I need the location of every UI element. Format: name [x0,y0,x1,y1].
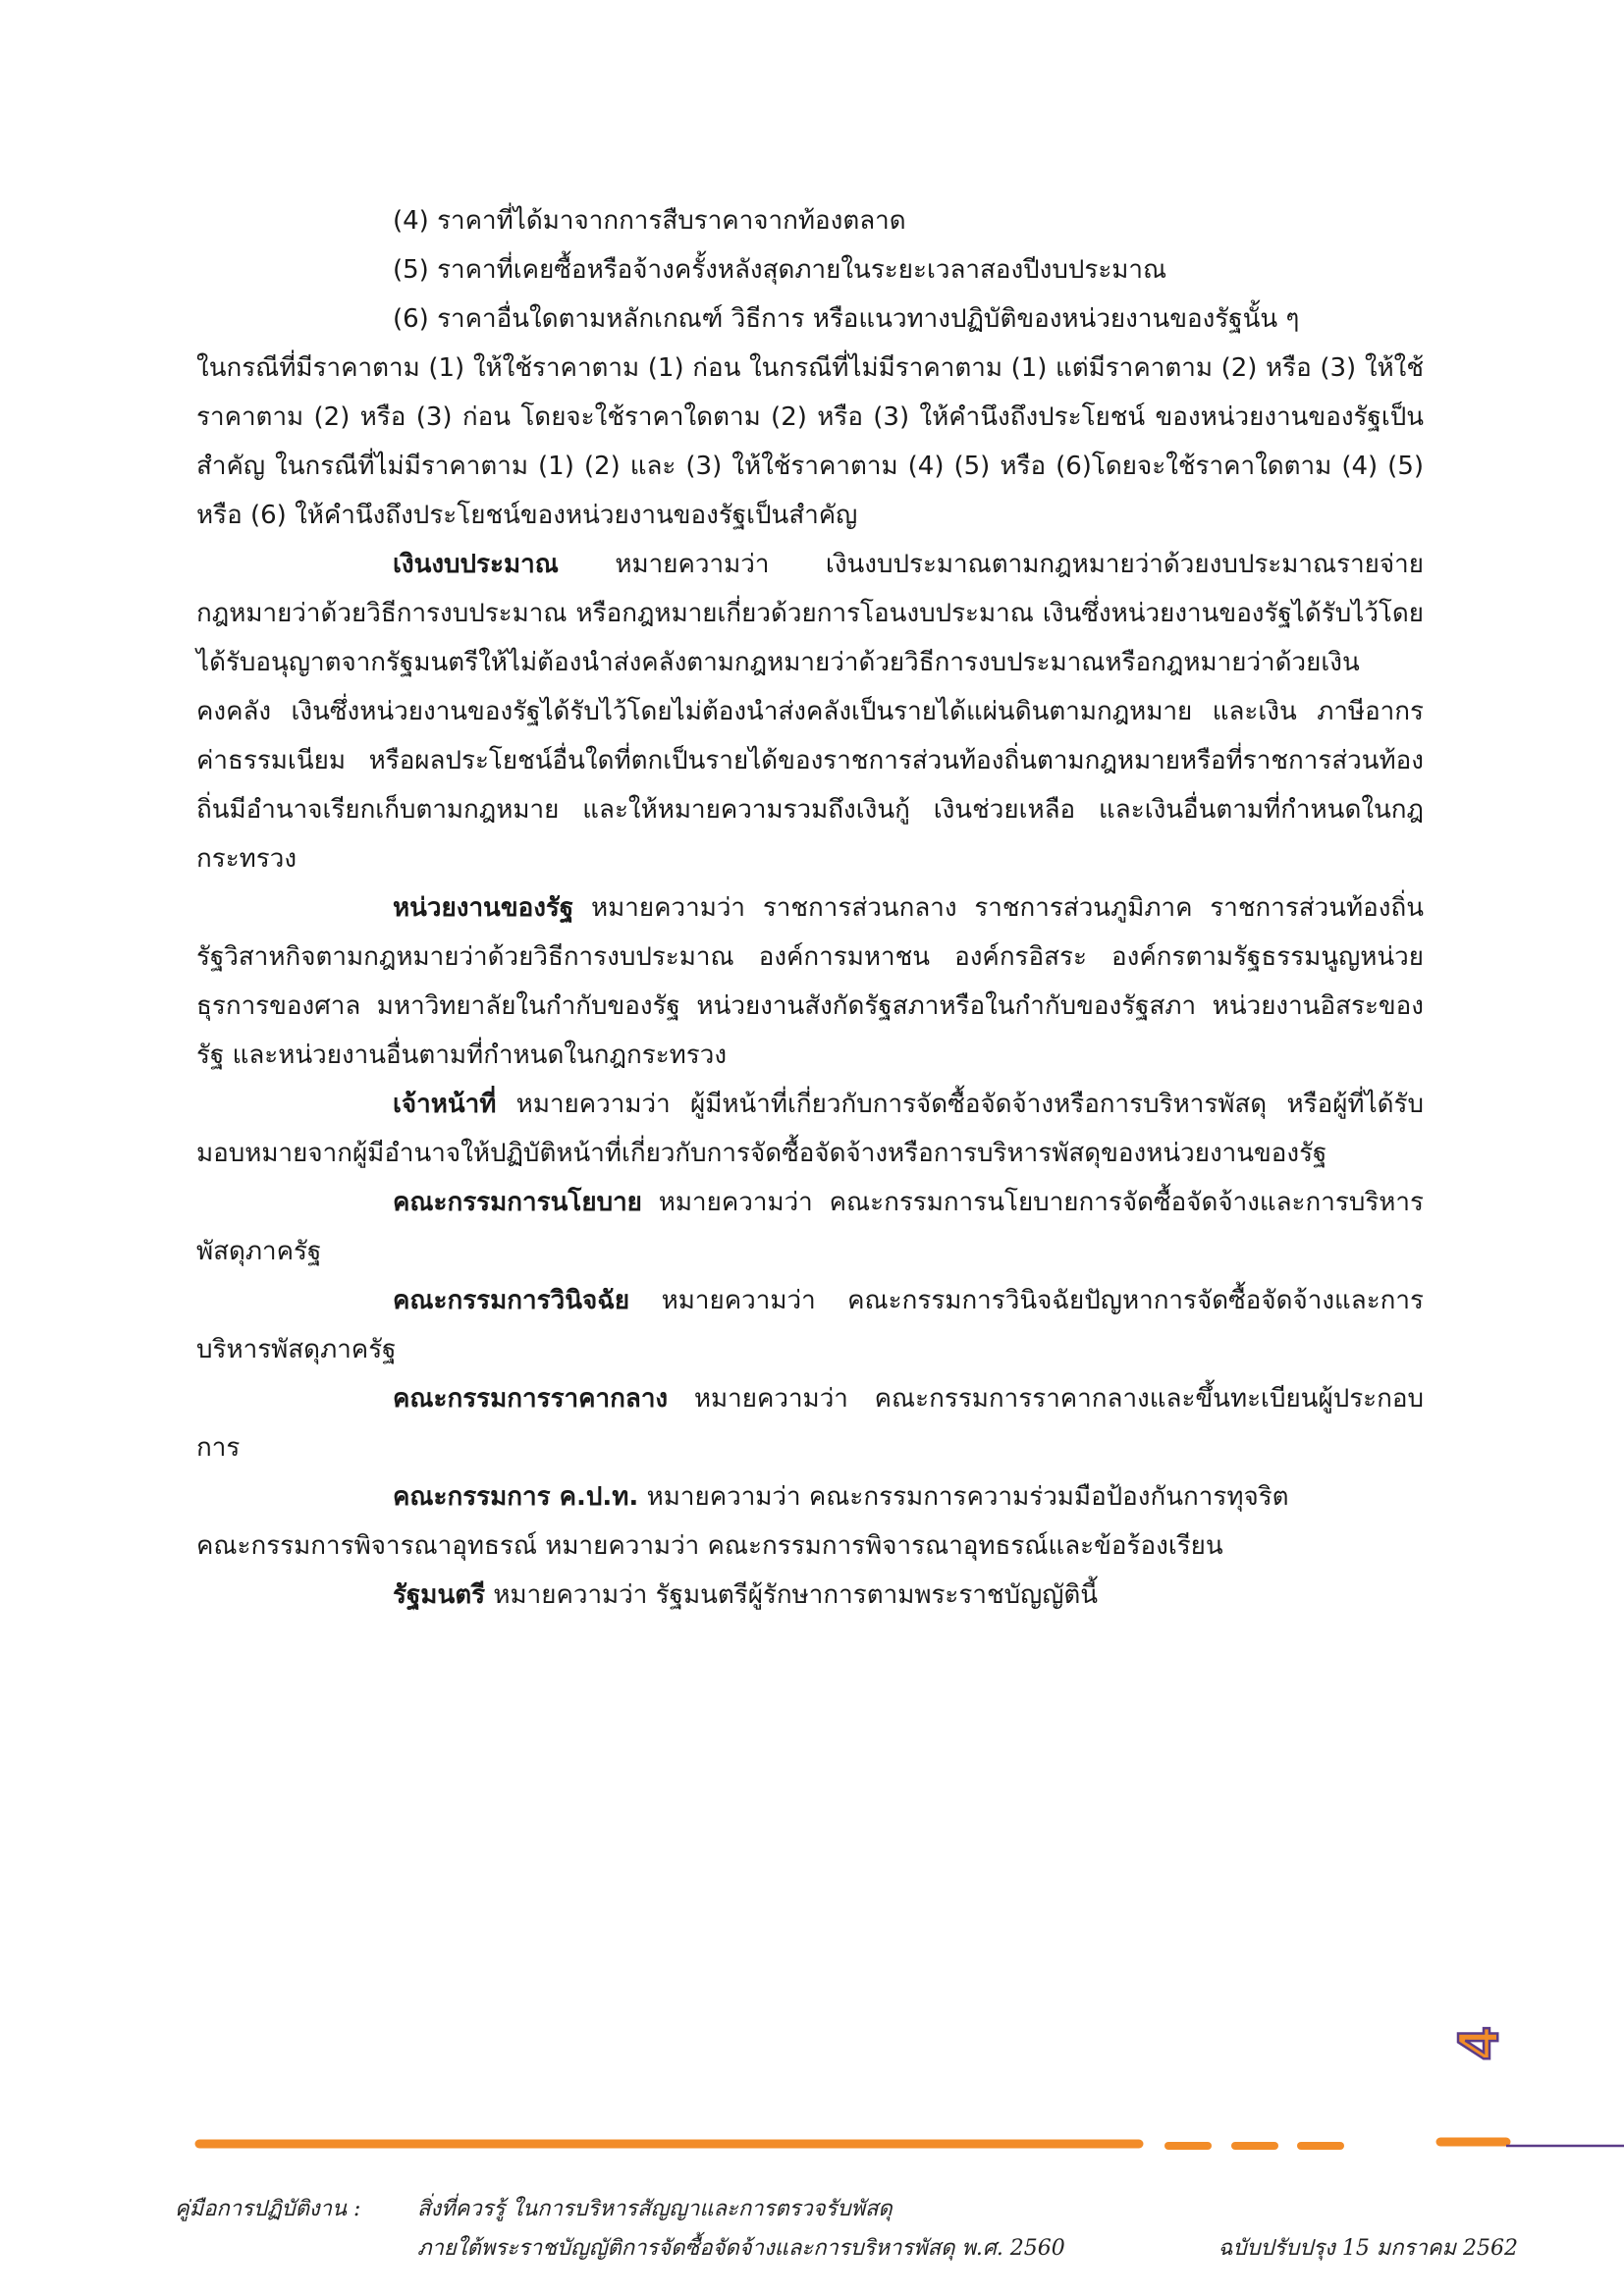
term-kpt-committee: คณะกรรมการ ค.ป.ท. [393,1482,639,1512]
definition-minister-text: หมายความว่า รัฐมนตรีผู้รักษาการตามพระราชบัญญัตินี้ [485,1580,1099,1610]
paragraph-price-6: (6) ราคาอื่นใดตามหลักเกณฑ์ วิธีการ หรือแนวทางปฏิบัติของหน่วยงานของรัฐนั้น ๆ [393,304,1300,334]
definition-agency [196,883,1424,1080]
definition-price-committee-text: หมายความว่า คณะกรรมการราคากลางและขึ้นทะเบียนผู้ประกอบการ [196,1384,1424,1463]
definition-price-committee [196,1374,1424,1472]
term-budget: เงินงบประมาณ [393,550,559,579]
page-number [1443,2014,1512,2073]
term-officer: เจ้าหน้าที่ [393,1090,497,1119]
footer-title-line2: ภายใต้พระราชบัญญัติการจัดซื้อจัดจ้างและการบริหารพัสดุ พ.ศ. 2560 [417,2236,1065,2261]
definition-agency-text: หมายความว่า ราชการส่วนกลาง ราชการส่วนภูมิภาค ราชการส่วนท้องถิ่นรัฐวิสาหกิจตามกฎหมายว่าด้วยวิธีการงบประมาณ องค์การมหาชน องค์กรอิสระ องค์กรตามรัฐธรรมนูญหน่วยธุรการของศาล มหาวิทยาลัยในกำกับของรัฐ หน่วยงานสังกัดรัฐสภาหรือในกำกับของรัฐสภา หน่วยงานอิสระของรัฐ และหน่วยงานอื่นตามที่กำหนดในกฎกระทรวง [196,893,1424,1070]
definition-budget [196,540,1424,883]
definition-appeal-committee: คณะกรรมการพิจารณาอุทธรณ์ หมายความว่า คณะกรรมการพิจารณาอุทธรณ์และข้อร้องเรียน [196,1531,1223,1561]
footer-title-line1: สิ่งที่ควรรู้ ในการบริหารสัญญาและการตรวจรับพัสดุ [417,2197,893,2221]
definition-decision-committee [196,1276,1424,1374]
term-decision-committee: คณะกรรมการวินิจฉัย [393,1286,630,1315]
page-number-text: 4 [1446,2027,1510,2060]
definition-minister [196,1571,1424,1620]
definition-decision-committee-text: หมายความว่า คณะกรรมการวินิจฉัยปัญหาการจัดซื้อจัดจ้างและการบริหารพัสดุภาครัฐ [196,1286,1424,1364]
term-minister: รัฐมนตรี [393,1580,486,1610]
definition-policy-committee-text: หมายความว่า คณะกรรมการนโยบายการจัดซื้อจัดจ้างและการบริหารพัสดุภาครัฐ [196,1188,1424,1266]
footer-manual-label: คู่มือการปฏิบัติงาน : [175,2197,361,2221]
footer-edition: ฉบับปรับปรุง 15 มกราคม 2562 [1218,2236,1518,2261]
definition-officer [196,1080,1424,1178]
paragraph-price-4: (4) ราคาที่ได้มาจากการสืบราคาจากท้องตลาด [393,206,906,236]
document-body [196,196,1424,1620]
term-policy-committee: คณะกรรมการนโยบาย [393,1188,642,1217]
definition-kpt-committee [196,1472,1424,1522]
term-agency: หน่วยงานของรัฐ [393,893,574,923]
definition-policy-committee [196,1178,1424,1276]
definition-kpt-committee-text: หมายความว่า คณะกรรมการความร่วมมือป้องกันการทุจริต [638,1482,1289,1512]
definition-officer-text: หมายความว่า ผู้มีหน้าที่เกี่ยวกับการจัดซื้อจัดจ้างหรือการบริหารพัสดุ หรือผู้ที่ได้รับมอบหมายจากผู้มีอำนาจให้ปฏิบัติหน้าที่เกี่ยวกับการจัดซื้อจัดจ้างหรือการบริหารพัสดุของหน่วยงานของรัฐ [196,1090,1424,1168]
paragraph-price-rules: ในกรณีที่มีราคาตาม (1) ให้ใช้ราคาตาม (1) ก่อน ในกรณีที่ไม่มีราคาตาม (1) แต่มีราคาตาม (2) หรือ (3) ให้ใช้ราคาตาม (2) หรือ (3) ก่อน โดยจะใช้ราคาใดตาม (2) หรือ (3) ให้คำนึงถึงประโยชน์ ของหน่วยงานของรัฐเป็นสำคัญ ในกรณีที่ไม่มีราคาตาม (1) (2) และ (3) ให้ใช้ราคาตาม (4) (5) หรือ (6)โดยจะใช้ราคาใดตาม (4) (5) หรือ (6) ให้คำนึงถึงประโยชน์ของหน่วยงานของรัฐเป็นสำคัญ [196,353,1424,530]
term-price-committee: คณะกรรมการราคากลาง [393,1384,669,1414]
paragraph-price-5: (5) ราคาที่เคยซื้อหรือจ้างครั้งหลังสุดภายในระยะเวลาสองปีงบประมาณ [393,255,1167,285]
definition-budget-text: หมายความว่า เงินงบประมาณตามกฎหมายว่าด้วยงบประมาณรายจ่าย กฎหมายว่าด้วยวิธีการงบประมาณ หรือกฎหมายเกี่ยวด้วยการโอนงบประมาณ เงินซึ่งหน่วยงานของรัฐได้รับไว้โดยได้รับอนุญาตจากรัฐมนตรีให้ไม่ต้องนำส่งคลังตามกฎหมายว่าด้วยวิธีการงบประมาณหรือกฎหมายว่าด้วยเงินคงคลัง เงินซึ่งหน่วยงานของรัฐได้รับไว้โดยไม่ต้องนำส่งคลังเป็นรายได้แผ่นดินตามกฎหมาย และเงิน ภาษีอากร ค่าธรรมเนียม หรือผลประโยชน์อื่นใดที่ตกเป็นรายได้ของราชการส่วนท้องถิ่นตามกฎหมายหรือที่ราชการส่วนท้องถิ่นมีอำนาจเรียกเก็บตามกฎหมาย และให้หมายความรวมถึงเงินกู้ เงินช่วยเหลือ และเงินอื่นตามที่กำหนดในกฎกระทรวง [196,550,1424,874]
